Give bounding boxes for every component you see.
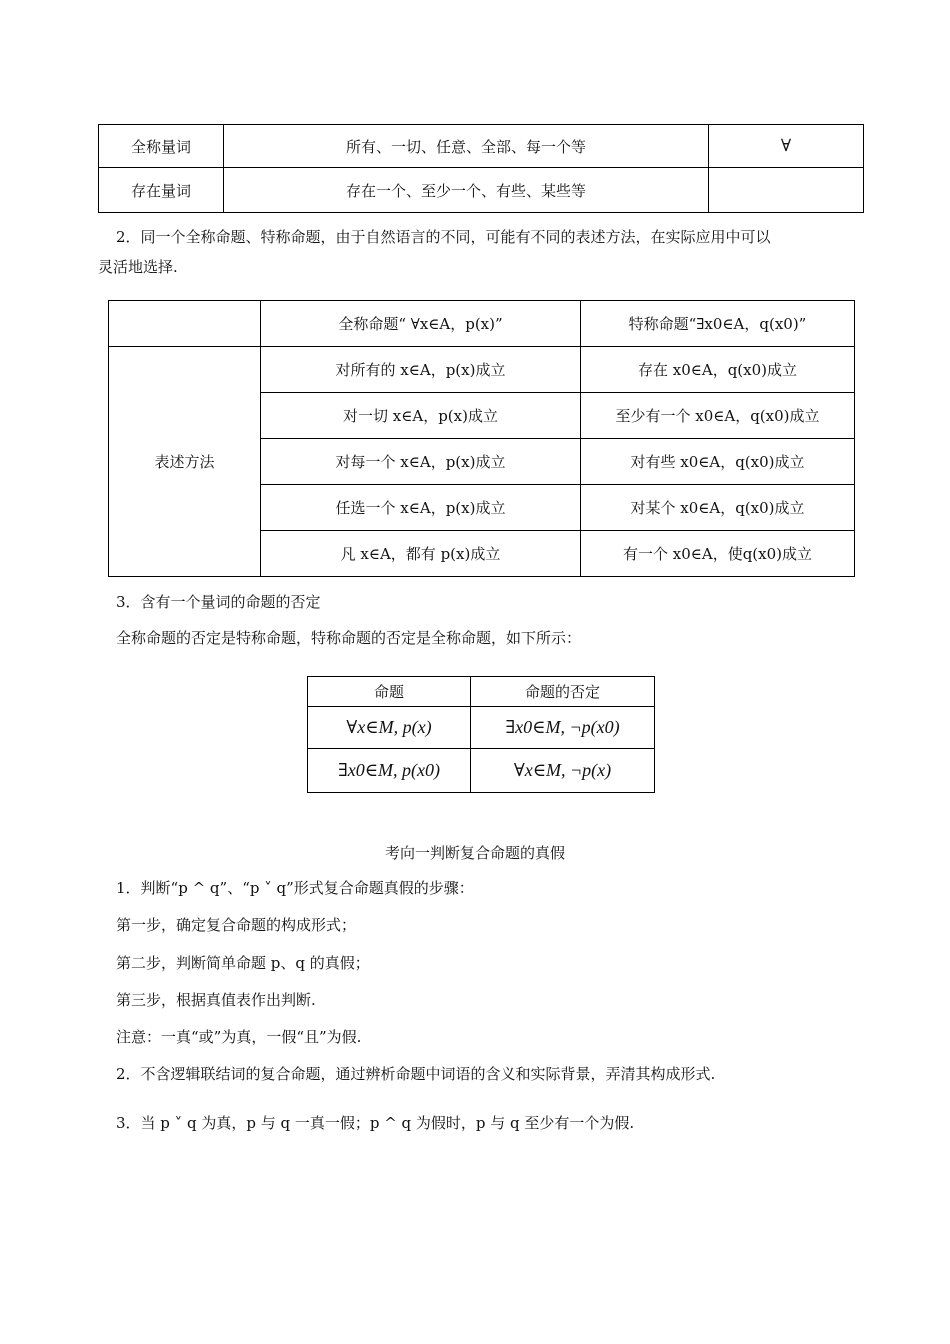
step-heading-3: 3．当 p ˅ q 为真，p 与 q 一真一假；p ^ q 为假时，p 与 q 至少有一个为假. (116, 1114, 635, 1132)
existential-expression: 有一个 x0∈A，使q(x0)成立 (581, 531, 855, 577)
negation-table (307, 676, 655, 793)
universal-expression: 凡 x∈A，都有 p(x)成立 (261, 531, 581, 577)
quantifier-words: 存在一个、至少一个、有些、某些等 (224, 168, 709, 213)
negation-header: 命题的否定 (471, 677, 655, 707)
quantifier-name: 全称量词 (99, 125, 224, 168)
proposition-cell: ∃x0∈M, p(x0) (308, 749, 471, 793)
expression-table (108, 300, 855, 577)
paragraph-2: 2．同一个全称命题、特称命题，由于自然语言的不同，可能有不同的表述方法，在实际应用中可以 (116, 228, 771, 246)
step-heading-2: 2．不含逻辑联结词的复合命题，通过辨析命题中词语的含义和实际背景，弄清其构成形式. (116, 1065, 716, 1083)
step-heading-1: 1．判断“p ^ q”、“p ˅ q”形式复合命题真假的步骤： (116, 879, 474, 897)
row-label: 表述方法 (109, 347, 261, 577)
paragraph-2-cont: 灵活地选择. (98, 258, 178, 276)
note: 注意：一真“或”为真，一假“且”为假. (116, 1028, 362, 1046)
step-b: 第二步，判断简单命题 p、q 的真假； (116, 954, 370, 972)
quantifier-symbol (709, 168, 864, 213)
paragraph-3: 3．含有一个量词的命题的否定 (116, 593, 321, 611)
universal-header: 全称命题“ ∀x∈A，p(x)” (261, 301, 581, 347)
paragraph-3b: 全称命题的否定是特称命题，特称命题的否定是全称命题，如下所示： (116, 629, 582, 647)
proposition-header: 命题 (308, 677, 471, 707)
universal-expression: 任选一个 x∈A，p(x)成立 (261, 485, 581, 531)
section-title: 考向一判断复合命题的真假 (384, 844, 565, 862)
existential-expression: 至少有一个 x0∈A，q(x0)成立 (581, 393, 855, 439)
quantifier-symbol: ∀ (709, 125, 864, 168)
step-c: 第三步，根据真值表作出判断. (116, 991, 316, 1009)
negation-cell: ∀x∈M, ¬p(x) (471, 749, 655, 793)
existential-expression: 对有些 x0∈A，q(x0)成立 (581, 439, 855, 485)
quantifier-name: 存在量词 (99, 168, 224, 213)
empty-corner-cell (109, 301, 261, 347)
step-a: 第一步，确定复合命题的构成形式； (116, 916, 357, 934)
universal-expression: 对每一个 x∈A，p(x)成立 (261, 439, 581, 485)
proposition-cell: ∀x∈M, p(x) (308, 707, 471, 749)
quantifier-words: 所有、一切、任意、全部、每一个等 (224, 125, 709, 168)
existential-header: 特称命题“∃x0∈A，q(x0)” (581, 301, 855, 347)
universal-expression: 对一切 x∈A，p(x)成立 (261, 393, 581, 439)
universal-expression: 对所有的 x∈A，p(x)成立 (261, 347, 581, 393)
existential-expression: 对某个 x0∈A，q(x0)成立 (581, 485, 855, 531)
quantifier-table (98, 124, 864, 213)
negation-cell: ∃x0∈M, ¬p(x0) (471, 707, 655, 749)
existential-expression: 存在 x0∈A，q(x0)成立 (581, 347, 855, 393)
